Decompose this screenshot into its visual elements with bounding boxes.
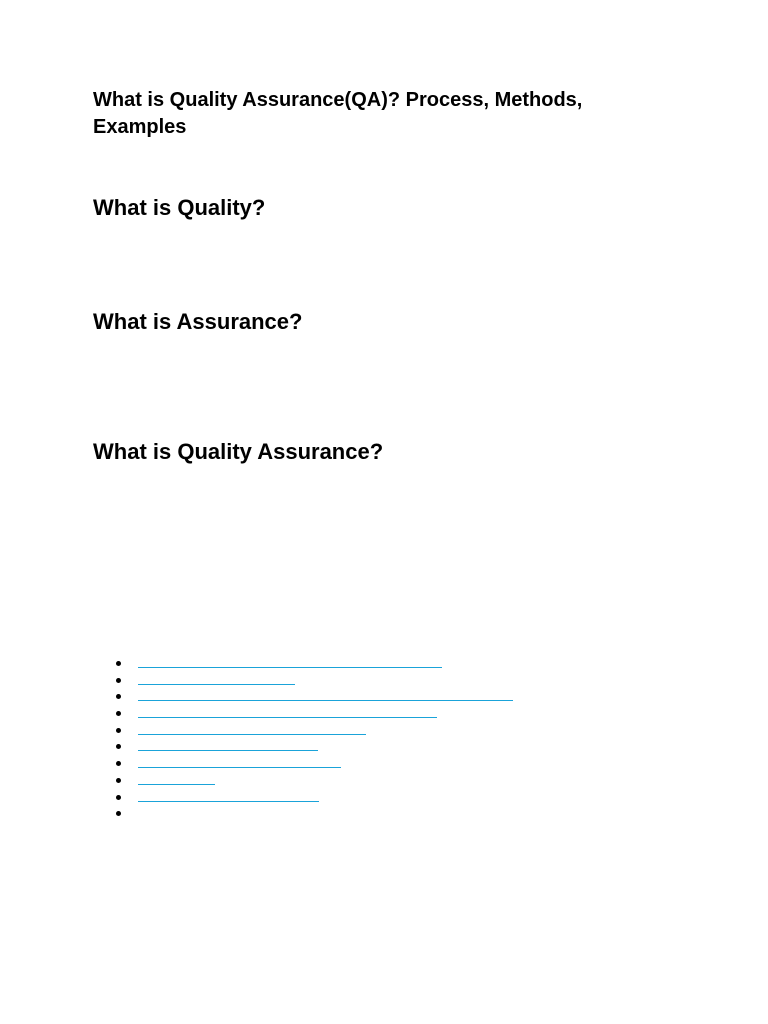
toc-link[interactable] xyxy=(138,684,295,685)
bullet-icon xyxy=(116,678,121,683)
toc-link[interactable] xyxy=(138,801,319,802)
toc-link[interactable] xyxy=(138,734,366,735)
bullet-icon xyxy=(116,728,121,733)
page-title: What is Quality Assurance(QA)? Process, Methods, Examples xyxy=(93,89,583,138)
bullet-icon xyxy=(116,761,121,766)
toc-link[interactable] xyxy=(138,767,341,768)
bullet-icon xyxy=(116,744,121,749)
bullet-icon xyxy=(116,661,121,666)
heading-what-is-quality-assurance: What is Quality Assurance? xyxy=(93,439,384,464)
bullet-icon xyxy=(116,694,121,699)
heading-what-is-quality: What is Quality? xyxy=(93,195,266,220)
toc-link[interactable] xyxy=(138,784,215,785)
toc-link[interactable] xyxy=(138,750,318,751)
bullet-icon xyxy=(116,811,121,816)
toc-link[interactable] xyxy=(138,700,513,701)
bullet-icon xyxy=(116,711,121,716)
toc-link[interactable] xyxy=(138,667,442,668)
bullet-icon xyxy=(116,795,121,800)
heading-what-is-assurance: What is Assurance? xyxy=(93,309,303,334)
bullet-icon xyxy=(116,778,121,783)
toc-link[interactable] xyxy=(138,717,437,718)
